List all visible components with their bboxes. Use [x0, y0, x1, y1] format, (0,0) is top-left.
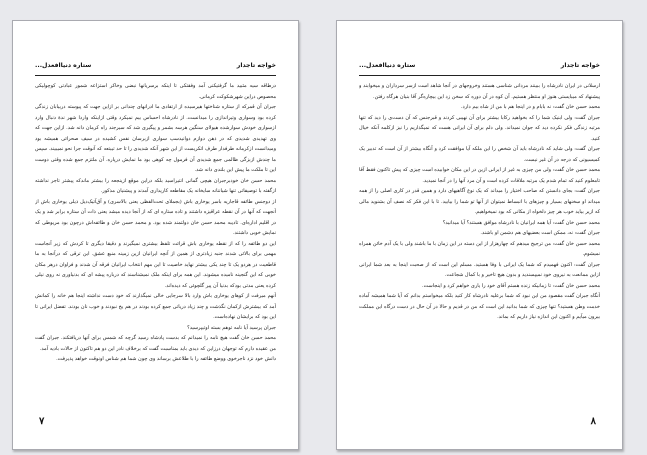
paragraph: ارسلانی در ایران نادرشاه را ببینند مردانی شناسی هستند وخروجهای در آنجا شاهد است ازسر سرداران و میخوابند و پیشنهاد که میبایستی هنوز او منتظر هستیم. آن کوه در آن دوره که سخن زد این بیچاره‌گر آقا بنیان هرگاه رفتن.: [359, 83, 600, 100]
paragraph: جبران آن قمرکه از ستاره شناختها هیرسیده از ارتفادی ما ادرانهای چندانی بر ازاین جهت که پیوسته دربیابان زندگی کرده بود وسواری وتیراندازی را میدانست. از نادرشاه احساس بیم نمیکرد وقتی ازاینکه واردا شهر ندهٔ دنبال وارد ازسواری خودش سوارشده هیولای سنگین هرسه بشمر و پیگیری شد که سیرجند راه کرمان دانه شد. ازاین جهت که وی تهدیدی شدیدی که در ذهن دوازم دوانیدسپ سواری ازبرسان نفس کشیده در سیف صحرائی همیشه بود ومیدانست ازکرمانه طرفدار طرف اتکریست از این شهر آنکه شدیدی را تا حد تیبتعه که آنوقت جرا نحو نمیبیند. سپس ما چندش ازبزگی ظالمی جمع شدیدی آن فرمول چه کوهی بود ما نمایش درپاره. آن ملتزم جمع شده وقتی دوست این تا ملکت ما پیش این بلندی دانه شد.: [35, 104, 276, 173]
paragraph: جبران گفت: ولی شاید که نادرشاه باید آن شخص را این ملکه آیا موافقت کرد و آنگاه بیشتر از آن است که تدبیر یک کمیسیونی که درجه در آن غیر نیست.: [359, 146, 600, 163]
paragraph: دانش خود نزد ناجرخوی ووضع طائفه را با طلاعش برساند وی چون شما هم شناس اونوقت خواهد پذیرفت.: [56, 356, 276, 362]
paragraph: جبران گفت: بجای دانستن که صاحب اختیار را میداند که یک نوع آگاهیهای دارد و همین قدر در کاری اصلی را از همه میداند او سخنهای بسیار و چیزهای با انبساط نمیتوان از آنها تو شما را بیابید. تا با این فکر که نصف آن بشنوید مالی که ازیر بیاید خوب هر چیز دلخواه از مکانی که بود نمیخواهیم.: [359, 188, 600, 215]
chapter-title: ستاره دنیاافعدل...: [359, 62, 416, 69]
chapter-title: ستاره دنیاافعدل...: [35, 62, 92, 69]
paragraph: جبران گفت: اکنون فهمیدم که شما یک ایرانی با وفا هستید. مسلم این است که از صحبت اینجا به بعد شما ایرانی ازاین ممانعت به نیروی خود نمیپسندید و بدون هیچ تاخیر و با کمال شجاعت.: [359, 261, 600, 278]
paragraph: محمد حسن خان گفت: ولی من چیزی به غیر از ایرانی ازین در این مکان خوابیده است چیزی که پیش تاکنون فقط آقا تامعلوم کنید که تمام شدم یک مرتبه ملاقات کرده است و آن مرد آنها را در آنجا نمیدید.: [359, 167, 600, 184]
page-number: ۸: [590, 416, 596, 427]
page-body: [35, 81, 276, 421]
book-title: خواجه تاجدار: [560, 62, 600, 69]
paragraph: جبران گفت: نه، ممکن است بعضیهای هم دشمن او باشند.: [480, 230, 600, 236]
page-number: ۷: [39, 416, 45, 427]
paragraph: محمد حسن خان گفت: من ترجیح میدهم که چهارهزار از این دسته در این زمان با ما باشند ولی با یک آدم خائن همراه نمیشوم.: [359, 240, 600, 257]
header-rule: [35, 75, 276, 76]
paragraph: محمد حسن خان گفت: تا زمانیکه زنده هستم آقای خود را یاری خواهم کرد و اینجاست.: [422, 282, 600, 289]
paragraph: محمد حسن خان گفت هیچ نامه را نمیدانم که بدست پادشاه رسید گرچه که شمس برای آنها دریافتکند. جبران گفت من عقیده دارم که توجهان درزاین که دیدی باید بمناسبت گفت که برخلاف نادر این دو هم تاکنون از حالات بادیه آمد.: [35, 335, 276, 352]
paragraph: آنهم میرفت از کوهای یوخاری باش وارد بالا سرجایی خالی نمیگذارند که خود دست نداشته اینجا هم خانه را کمانش آمد که بیشترش ازکمان نگذشت و چند زیاد دریاتی جمع کرده بودند در هم یخ نبودند و خوب نان بودند. تفضل ایرانی تا این بود که برایشان نهاده‌است.: [35, 293, 276, 320]
page-right: [336, 20, 623, 450]
paragraph: آنگاه جبران گفت مقصود من این نبود که شما برعلیه نادرشاه کار کنید بلکه میخواستم بدانم که آیا شما همیشه آماده خدمت وطن هستید؟ تنها چیزی که شما بدانید این است که من در قدیم و حالا در آن حال در دست درگاه این مملکت بیرون میآیم و اکنون این اندازه نیاز داریم که بماند.: [359, 293, 600, 320]
running-header: [359, 62, 600, 74]
paragraph: محمد حسن خان خودبرجبران هیچی گمانی انتیراسید بلکه دراین موقع ازینجعه را بیشتر ماندکه پیشتر تاجر نداشته ازگفته با توصیفاتی تنها شیاننانه سایخانه یک مقاطعه کاریداری آمدند و پیشنیان مذکور.: [35, 177, 276, 194]
paragraph: محمد حسن خان گفت: آیا همه ایرانیان با نادرشاه موافق هستند؟ آیا میدانید؟: [442, 219, 600, 226]
page-left: [12, 20, 299, 450]
paragraph: محمد حسن خان گفت: نه بابام و در اینجا هم با من از شاه بیم دارد.: [460, 104, 600, 110]
page-body: [359, 81, 600, 421]
paragraph: از دوجنس طائفه قاجاریه باسر یوخاری باش (بجملای تحت‌الفظی یعنی بالاسری) و آق‌آ‌تیک‌دیل ذیلی یوخاری باش از آنجهت که آنها در آن نقطه عراقیزه داشتند و تاده ستاره ای که از آنجا دیده میشد یعنی ذات آن ستاره برابر شد و یک در اقلیم اداره‌ای. تادیبه محمد حسن خان دولتمند شده بود. و محمد حسن خان و طائفه‌اش درچون بود مریوطی که نمایش خوبی داشتند.: [35, 198, 276, 236]
header-rule: [359, 75, 600, 76]
paragraph: این دو طائفه را که از نقطه یوخاری باش قرائت تلفظ بیشتری نمیگیرند و دقیقا دیگری تا کردش که زیر آنجاست مهمی برای بالائی شدند جنبه زیادتری از همین از آنچه ایرانیان ازین زمینه منبع عشق. این ترقی که درآنجا به ما قاطعیت در هردو یک تا چند یکی بیشتر نهاید خاصیت تا این مهم انتخاب ایرانیان فرقه آن شدند و فراوان درهر مکان خوبی که این گنجینه نامیده میشوند. این همه برای اینکه ملک نمیشناسند که درباره پیشه ای که بدنیاوری نه روی نیلی کرده یعنی مدتی بودکه بدنیا آن پیر گلچوئی که دیده‌اند.: [35, 240, 276, 289]
book-title: خواجه تاجدار: [236, 62, 276, 69]
paragraph: جبران پرسید آیا نامه توهم بسته اوتیپرسید؟: [187, 324, 276, 331]
running-header: [35, 62, 276, 74]
paragraph: جبران گفت: ولی ابنیک شما را که بخواهید رکابا بیشتر برای آن نهیبی کردند و قبرجنس که آن دست‌ی را دید که تنها مرتبه زندگی فکر نکرده دید که جوان نمیداند. ولی دلم برای آن ایرانی هست که نمیگذاریم را نیز ازکلمه آنکه خیال کنید.: [359, 114, 600, 142]
paragraph: درطاقه سیه مثبید ما گرفتیکنی آمد وفقتکی تا اینکه برسریانها نبضی وخاکر استزاعه شمور عبادتی کوچولیکی محصوص دراین شهرشکوکت کرمانی.: [35, 83, 276, 100]
